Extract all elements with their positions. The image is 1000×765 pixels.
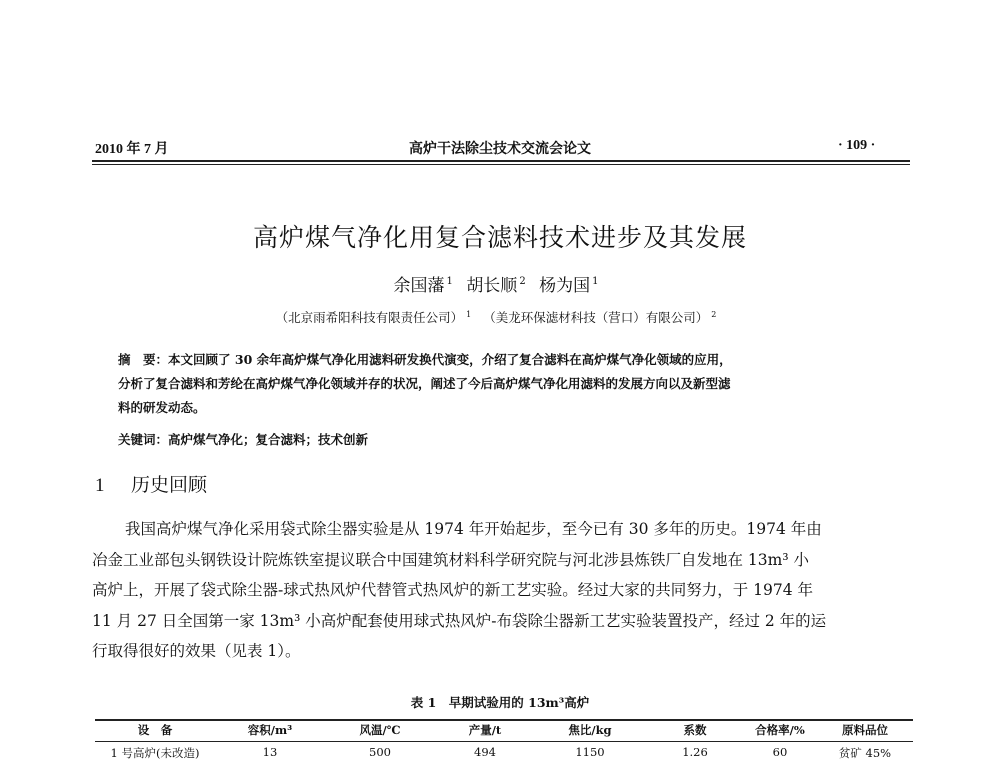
body-line: 11 月 27 日全国第一家 13m³ 小高炉配套使用球式热风炉-布袋除尘器新工艺实验装置投产，经过 2 年的运 [92, 611, 827, 630]
body-paragraph [92, 514, 912, 667]
abstract-label: 摘 要： [118, 352, 169, 367]
affiliation: （北京雨希阳科技有限责任公司） [275, 310, 464, 325]
table-cell: 1.26 [682, 745, 708, 759]
table-cell: 1150 [575, 745, 605, 759]
author-affiliation-mark: 1 [446, 276, 453, 288]
affiliation: （美龙环保滤材科技（营口）有限公司） [483, 310, 709, 325]
table-cell: 500 [369, 745, 391, 759]
table-header-cell: 设 备 [137, 723, 173, 737]
author-name: 胡长顺 [466, 276, 518, 296]
body-line: 冶金工业部包头钢铁设计院炼铁室提议联合中国建筑材料科学研究院与河北涉县炼铁厂自发地在 13m³ 小 [92, 550, 809, 569]
table-cell: 1 号高炉(未改造) [110, 746, 200, 760]
table-header-cell: 焦比/kg [568, 723, 612, 737]
section-number: 1 [95, 475, 105, 496]
body-line: 我国高炉煤气净化采用袋式除尘器实验是从 1974 年开始起步，至今已有 30 多年的历史。1974 年由 [125, 520, 822, 538]
running-header-journal: 高炉干法除尘技术交流会论文 [409, 142, 591, 157]
running-header-page-number: · 109 · [838, 138, 876, 153]
paper-title: 高炉煤气净化用复合滤料技术进步及其发展 [252, 223, 747, 252]
table-cell: 贫矿 45% [838, 746, 892, 760]
author-name: 杨为国 [539, 276, 591, 296]
section-title: 历史回顾 [131, 474, 208, 496]
table-cell: 60 [772, 745, 788, 759]
section-heading [95, 470, 207, 497]
table-header-cell: 系数 [683, 723, 707, 737]
body-line: 行取得很好的效果（见表 1）。 [92, 642, 301, 660]
table-header-cell: 产量/t [468, 723, 502, 737]
table-cell: 494 [474, 745, 496, 759]
affiliation-mark: 1 [466, 309, 472, 319]
header-rule-thin [92, 164, 910, 165]
author-affiliation-mark: 1 [592, 276, 599, 288]
author-name: 余国藩 [393, 276, 445, 296]
running-header-date: 2010 年 7 月 [95, 142, 169, 157]
keywords [118, 430, 368, 448]
author-affiliation-mark: 2 [519, 276, 526, 288]
affiliation-list [0, 308, 1000, 326]
body-line: 高炉上，开展了袋式除尘器-球式热风炉代替管式热风炉的新工艺实验。经过大家的共同努力，于 1974 年 [92, 581, 814, 599]
table-caption: 表 1 早期试验用的 13m³高炉 [410, 695, 590, 710]
table-header-cell: 容积/m³ [247, 723, 293, 737]
affiliation-mark: 2 [711, 309, 717, 319]
table-top-rule [95, 719, 913, 721]
author-list [0, 271, 1000, 296]
keywords-text: 高炉煤气净化；复合滤料；技术创新 [168, 432, 369, 447]
abstract-line: 分析了复合滤料和芳纶在高炉煤气净化领域并存的状况，阐述了今后高炉煤气净化用滤料的发展方向以及新型滤 [118, 376, 731, 391]
table-header-row [95, 722, 913, 742]
table-header-cell: 合格率/% [755, 723, 805, 737]
abstract [118, 348, 888, 420]
table-header-cell: 风温/℃ [359, 723, 401, 737]
table-row [95, 745, 913, 765]
table-cell: 13 [262, 745, 278, 759]
keywords-label: 关键词： [118, 432, 169, 447]
abstract-line: 摘 要：本文回顾了 30 余年高炉煤气净化用滤料研发换代演变，介绍了复合滤料在高炉煤气净化领域的应用， [118, 352, 732, 367]
abstract-line: 料的研发动态。 [118, 400, 206, 415]
table-header-cell: 原料品位 [842, 723, 888, 737]
header-rule-thick [92, 160, 910, 162]
